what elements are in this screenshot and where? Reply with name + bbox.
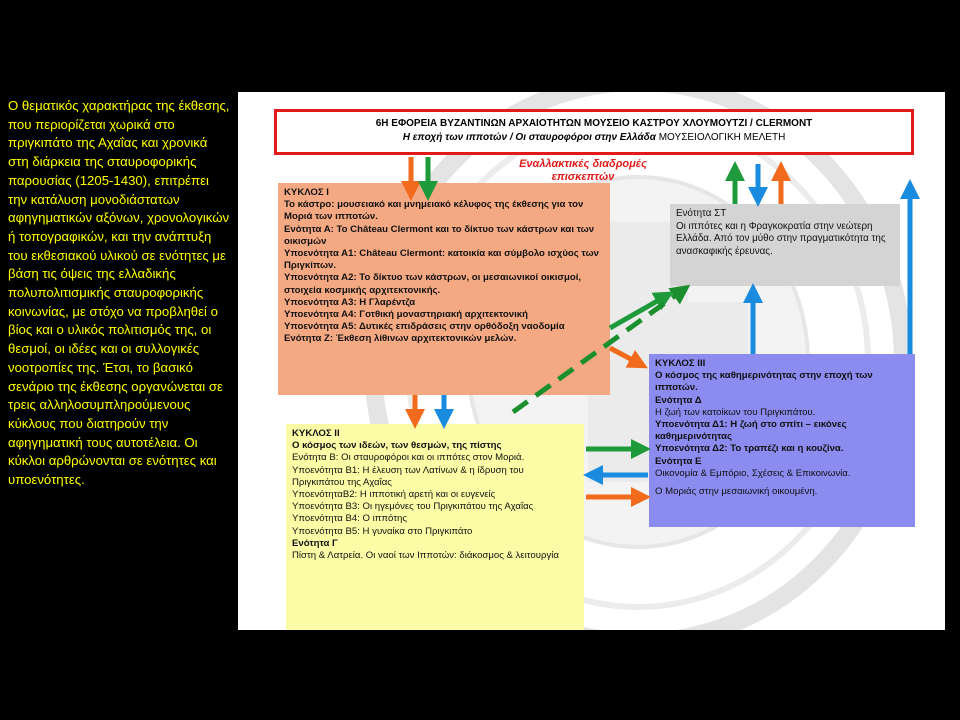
kyklos-2-title: ΚΥΚΛΟΣ ΙΙ xyxy=(292,428,340,439)
kyklos-2-line: Ενότητα Γ xyxy=(292,537,338,549)
kyklos-3-title: ΚΥΚΛΟΣ ΙΙΙ xyxy=(655,358,706,369)
kyklos-3-line: Υποενότητα Δ2: Το τραπέζι και η κουζίνα. xyxy=(655,443,844,455)
kyklos-2-line: Πίστη & Λατρεία. Οι ναοί των Ιπποτών: διάκοσμος & λειτουργία xyxy=(292,550,559,562)
header-subtitle-rest: ΜΟΥΣΕΙΟΛΟΓΙΚΗ ΜΕΛΕΤΗ xyxy=(655,132,786,143)
enotita-st-text: Οι ιππότες και η Φραγκοκρατία στην νεώτερη Ελλάδα. Από τον μύθο στην πραγματικότητα της ανασκαφικής έρευνας. xyxy=(676,221,886,257)
header-subtitle-italic: Η εποχή των ιπποτών / Οι σταυροφόροι στην Ελλάδα xyxy=(402,132,656,143)
kyklos-1-line: Υποενότητα Α5: Δυτικές επιδράσεις στην ορθόδοξη ναοδομία xyxy=(284,321,565,333)
kyklos-1-line: Το κάστρο: μουσειακό και μνημειακό κέλυφος της έκθεσης για τον Μοριά των ιπποτών. xyxy=(284,199,584,223)
kyklos-2-line: ΥποενότηταΒ2: Η ιπποτική αρετή και οι ευγενείς xyxy=(292,489,496,501)
kyklos-3-line: Ενότητα Ε xyxy=(655,455,702,467)
kyklos-2-line: Υποενότητα Β4: Ο ιππότης xyxy=(292,513,407,525)
arrow-dashed-green-k2-to-st xyxy=(513,290,683,412)
kyklos-1-title: ΚΥΚΛΟΣ Ι xyxy=(284,187,329,198)
header-title: 6Η ΕΦΟΡΕΙΑ ΒΥΖΑΝΤΙΝΩΝ ΑΡΧΑΙΟΤΗΤΩΝ ΜΟΥΣΕΙΟ ΚΑΣΤΡΟΥ ΧΛΟΥΜΟΥΤΖΙ / CLERMONT xyxy=(375,118,813,129)
kyklos-3-line: Ο Μοριάς στην μεσαιωνική οικουμένη. xyxy=(655,486,818,498)
kyklos-3-line: Ο κόσμος της καθημερινότητας στην εποχή των ιπποτών. xyxy=(655,370,873,394)
flow-arrows xyxy=(238,92,945,630)
kyklos-1-line: Ενότητα Α: Το Château Clermont και το δίκτυο των κάστρων και των οικισμών xyxy=(284,223,595,247)
kyklos-3-line: Οικονομία & Εμπόριο, Σχέσεις & Επικοινωνία. xyxy=(655,467,851,479)
alt-routes-line1: Εναλλακτικές διαδρομές xyxy=(519,158,647,170)
description-text: Ο θεματικός χαρακτήρας της έκθεσης, που περιορίζεται χωρικά στο πριγκιπάτο της Αχαΐας και χρονικά στη διάρκεια της σταυροφορικής παρουσίας (1205-1430), επιτρέπει την κατάλυση μονοδιάστατων αφηγηματικών αξόνων, χρονολογικών ή τοπογραφικών, και την ανάπτυξη του εκθεσιακού υλικού σε ενότητες με βάση τις όψεις της ελλαδικής πολυπολιτισμικής σταυροφορικής κοινωνίας, με στόχο να προβληθεί ο βίος και ο υλικός πολιτισμός της, οι θεσμοί, οι ιδέες και οι συλλογικές νοοτροπίες της. Έτσι, το βασικό σενάριο της έκθεσης οργανώνεται σε τρεις αλληλοσυμπληρούμενους κύκλους που διατηρούν την αφηγηματική τους αυτοτέλεια. Οι κύκλοι αρθρώνονται σε ενότητες και υποενότητες. xyxy=(8,98,230,488)
kyklos-3-line: Η ζωή των κατοίκων του Πριγκιπάτου. xyxy=(655,406,816,418)
kyklos-2-line: Υποενότητα Β5: Η γυναίκα στο Πριγκιπάτο xyxy=(292,525,473,537)
kyklos-2-line: Ενότητα Β: Οι σταυροφόροι και οι ιππότες στον Μοριά. xyxy=(292,452,525,464)
kyklos-1-line: Υποενότητα Α3: Η Γλαρέντζα xyxy=(284,296,416,308)
alt-routes-line2: επισκεπτών xyxy=(551,171,615,183)
kyklos-2-line: Υποενότητα Β3: Οι ηγεμόνες του Πριγκιπάτου της Αχαΐας xyxy=(292,501,534,513)
kyklos-2-line: Υποενότητα Β1: Η έλευση των Λατίνων & η ίδρυση του Πριγκιπάτου της Αχαΐας xyxy=(292,464,524,488)
kyklos-1-line: Υποενότητα Α4: Γοτθική μοναστηριακή αρχιτεκτονική xyxy=(284,309,529,321)
kyklos-3-line: Ενότητα Δ xyxy=(655,394,702,406)
kyklos-3-line: Υποενότητα Δ1: Η ζωή στο σπίτι – εικόνες καθημερινότητας xyxy=(655,419,847,443)
kyklos-1-line: Υποενότητα Α2: Το δίκτυο των κάστρων, οι μεσαιωνικοί οικισμοί, στοιχεία κοσμικής αρχιτεκτονικής. xyxy=(284,272,582,296)
kyklos-1-line: Ενότητα Ζ: Έκθεση λίθινων αρχιτεκτονικών μελών. xyxy=(284,333,517,345)
enotita-st-title: Ενότητα ΣΤ xyxy=(676,208,727,219)
kyklos-2-line: Ο κόσμος των ιδεών, των θεσμών, της πίστης xyxy=(292,440,502,452)
kyklos-1-line: Υποενότητα Α1: Château Clermont: κατοικία και σύμβολο ισχύος των Πριγκίπων. xyxy=(284,248,599,272)
arrow-orange-k1-to-k3 xyxy=(610,348,640,364)
museum-diagram xyxy=(238,92,945,630)
